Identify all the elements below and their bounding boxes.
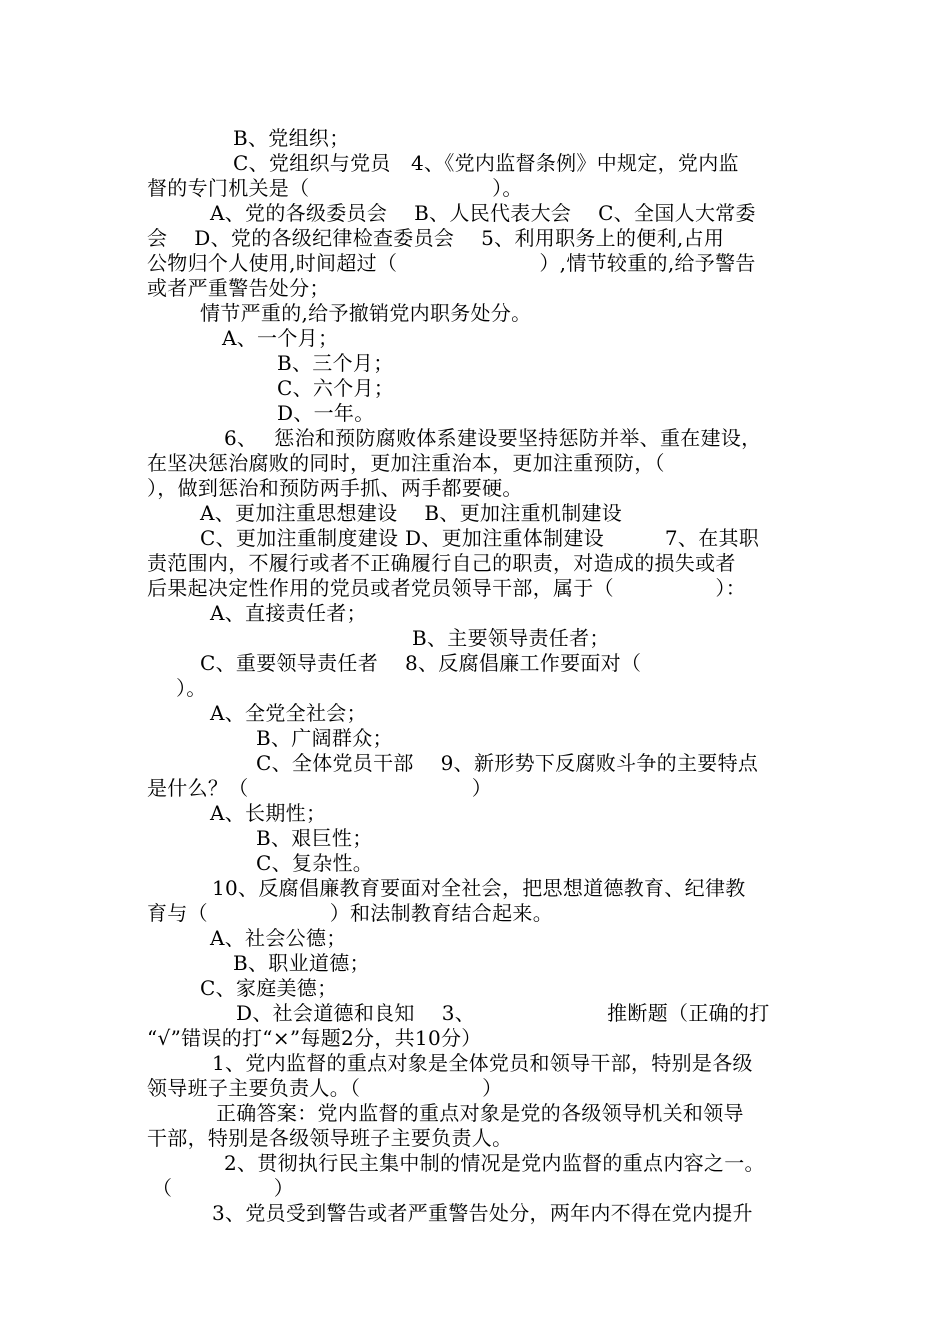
text-line: C、复杂性。	[256, 851, 374, 875]
text-line: 领导班子主要负责人。（ ）	[147, 1076, 503, 1100]
text-line: B、党组织；	[233, 126, 350, 150]
text-line: C、全体党员干部 9、新形势下反腐败斗争的主要特点	[256, 751, 759, 775]
text-line: A、全党全社会；	[210, 701, 367, 725]
text-line: B、艰巨性；	[256, 826, 373, 850]
text-line: A、党的各级委员会 B、人民代表大会 C、全国人大常委	[210, 201, 756, 225]
text-line: （ ）	[152, 1176, 295, 1200]
text-line: 责范围内，不履行或者不正确履行自己的职责，对造成的损失或者	[147, 551, 736, 575]
text-line: 育与（ ）和法制教育结合起来。	[147, 901, 553, 925]
text-line: 督的专门机关是（ ）。	[147, 176, 523, 200]
text-line: A、直接责任者；	[210, 601, 367, 625]
text-line: 2、贯彻执行民主集中制的情况是党内监督的重点内容之一。	[224, 1151, 765, 1175]
text-line: “√”错误的打“×”每题2分，共10分）	[147, 1026, 482, 1050]
text-line: A、一个月；	[222, 326, 339, 350]
text-line: ），做到惩治和预防两手抓、两手都要硬。	[147, 476, 523, 500]
text-line: C、六个月；	[277, 376, 395, 400]
text-line: B、广阔群众；	[256, 726, 393, 750]
text-line: 会 D、党的各级纪律检查委员会 5、利用职务上的便利,占用	[147, 226, 725, 250]
text-line: C、更加注重制度建设 D、更加注重体制建设 7、在其职	[200, 526, 760, 550]
text-line: ）。	[176, 676, 207, 700]
text-line: A、社会公德；	[210, 926, 347, 950]
text-line: 6、 惩治和预防腐败体系建设要坚持惩防并举、重在建设，	[224, 426, 762, 450]
text-line: 正确答案：党内监督的重点对象是党的各级领导机关和领导	[216, 1101, 744, 1125]
text-line: A、更加注重思想建设 B、更加注重机制建设	[200, 501, 623, 525]
text-line: D、社会道德和良知 3、 推断题（正确的打	[236, 1001, 770, 1025]
text-line: B、三个月；	[277, 351, 394, 375]
text-line: 是什么？（ ）	[147, 776, 493, 800]
text-line: A、长期性；	[210, 801, 327, 825]
text-line: 3、党员受到警告或者严重警告处分，两年内不得在党内提升	[212, 1201, 753, 1225]
text-line: D、一年。	[277, 401, 375, 425]
text-line: 或者严重警告处分；	[147, 276, 330, 300]
text-line: B、主要领导责任者；	[412, 626, 610, 650]
text-line: 干部，特别是各级领导班子主要负责人。	[147, 1126, 513, 1150]
text-line: 10、反腐倡廉教育要面对全社会，把思想道德教育、纪律教	[212, 876, 746, 900]
text-line: 后果起决定性作用的党员或者党员领导干部，属于（ ）：	[147, 576, 746, 600]
text-line: 公物归个人使用,时间超过（ ）,情节较重的,给予警告	[147, 251, 756, 275]
text-line: 在坚决惩治腐败的同时，更加注重治本，更加注重预防，（	[147, 451, 665, 475]
text-line: C、党组织与党员 4、《党内监督条例》中规定，党内监	[233, 151, 739, 175]
text-line: B、职业道德；	[233, 951, 370, 975]
text-line: 情节严重的,给予撤销党内职务处分。	[200, 301, 532, 325]
text-line: C、家庭美德；	[200, 976, 338, 1000]
text-line: C、重要领导责任者 8、反腐倡廉工作要面对（	[200, 651, 642, 675]
text-line: 1、党内监督的重点对象是全体党员和领导干部，特别是各级	[212, 1051, 753, 1075]
